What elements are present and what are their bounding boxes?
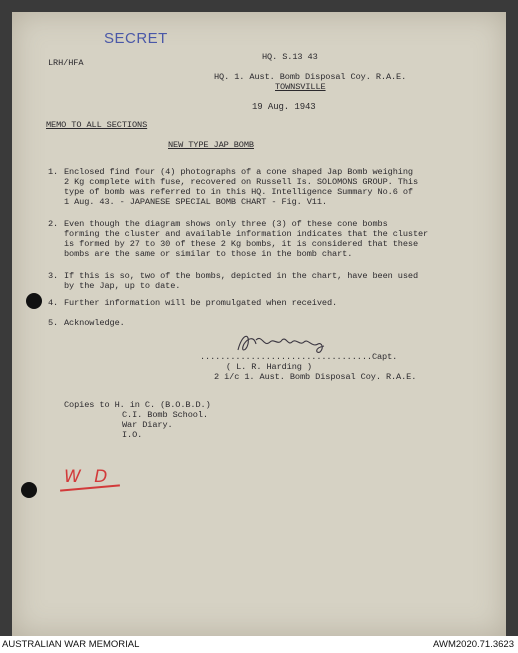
para-2-number: 2. [48,219,59,229]
para-5-number: 5. [48,318,59,328]
address-line-2: TOWNSVILLE [275,82,326,92]
typist-initials: LRH/HFA [48,58,84,68]
signatory-title: 2 i/c 1. Aust. Bomb Disposal Coy. R.A.E. [214,372,417,382]
para-2-line-1: Even though the diagram shows only three (3) of these cone bombs [64,219,388,229]
para-3-line-1: If this is so, two of the bombs, depicted in the chart, have been used [64,271,418,281]
handwritten-annotation: W D [64,467,112,487]
footer-bar [0,636,518,653]
address-line-1: HQ. 1. Aust. Bomb Disposal Coy. R.A.E. [214,72,407,82]
para-3-number: 3. [48,271,59,281]
copies-line-4: I.O. [122,430,143,440]
reference-number: HQ. S.13 43 [262,52,318,62]
para-4-line-1: Further information will be promulgated when received. [64,298,338,308]
punch-hole-bottom [21,482,37,498]
para-4-number: 4. [48,298,59,308]
copies-line-2: C.I. Bomb School. [122,410,208,420]
signature-line: ..................................Capt. [200,352,398,362]
para-2-line-3: is formed by 27 to 30 of these 2 Kg bombs, it is considered that these [64,239,418,249]
punch-hole-top [26,293,42,309]
copies-line-1: Copies to H. in C. (B.O.B.D.) [64,400,211,410]
para-1-line-4: 1 Aug. 43. - JAPANESE SPECIAL BOMB CHART - Fig. V11. [64,197,327,207]
para-2-line-4: bombs are the same or similar to those in the bomb chart. [64,249,353,259]
memo-to: MEMO TO ALL SECTIONS [46,120,148,130]
copies-line-3: War Diary. [122,420,173,430]
secret-stamp: SECRET [104,30,168,47]
para-1-line-1: Enclosed find four (4) photographs of a cone shaped Jap Bomb weighing [64,167,413,177]
para-1-line-2: 2 Kg complete with fuse, recovered on Russell Is. SOLOMONS GROUP. This [64,177,418,187]
para-3-line-2: by the Jap, up to date. [64,281,181,291]
footer-accession-number: AWM2020.71.3623 [433,639,514,650]
para-5-line-1: Acknowledge. [64,318,125,328]
footer-institution: AUSTRALIAN WAR MEMORIAL [2,639,140,650]
signatory-name: ( L. R. Harding ) [226,362,312,372]
subject-heading: NEW TYPE JAP BOMB [168,140,254,150]
para-2-line-2: forming the cluster and available information indicates that the cluster [64,229,429,239]
para-1-number: 1. [48,167,59,177]
document-date: 19 Aug. 1943 [252,102,316,112]
para-1-line-3: type of bomb was referred to in this HQ. Intelligence Summary No.6 of [64,187,413,197]
